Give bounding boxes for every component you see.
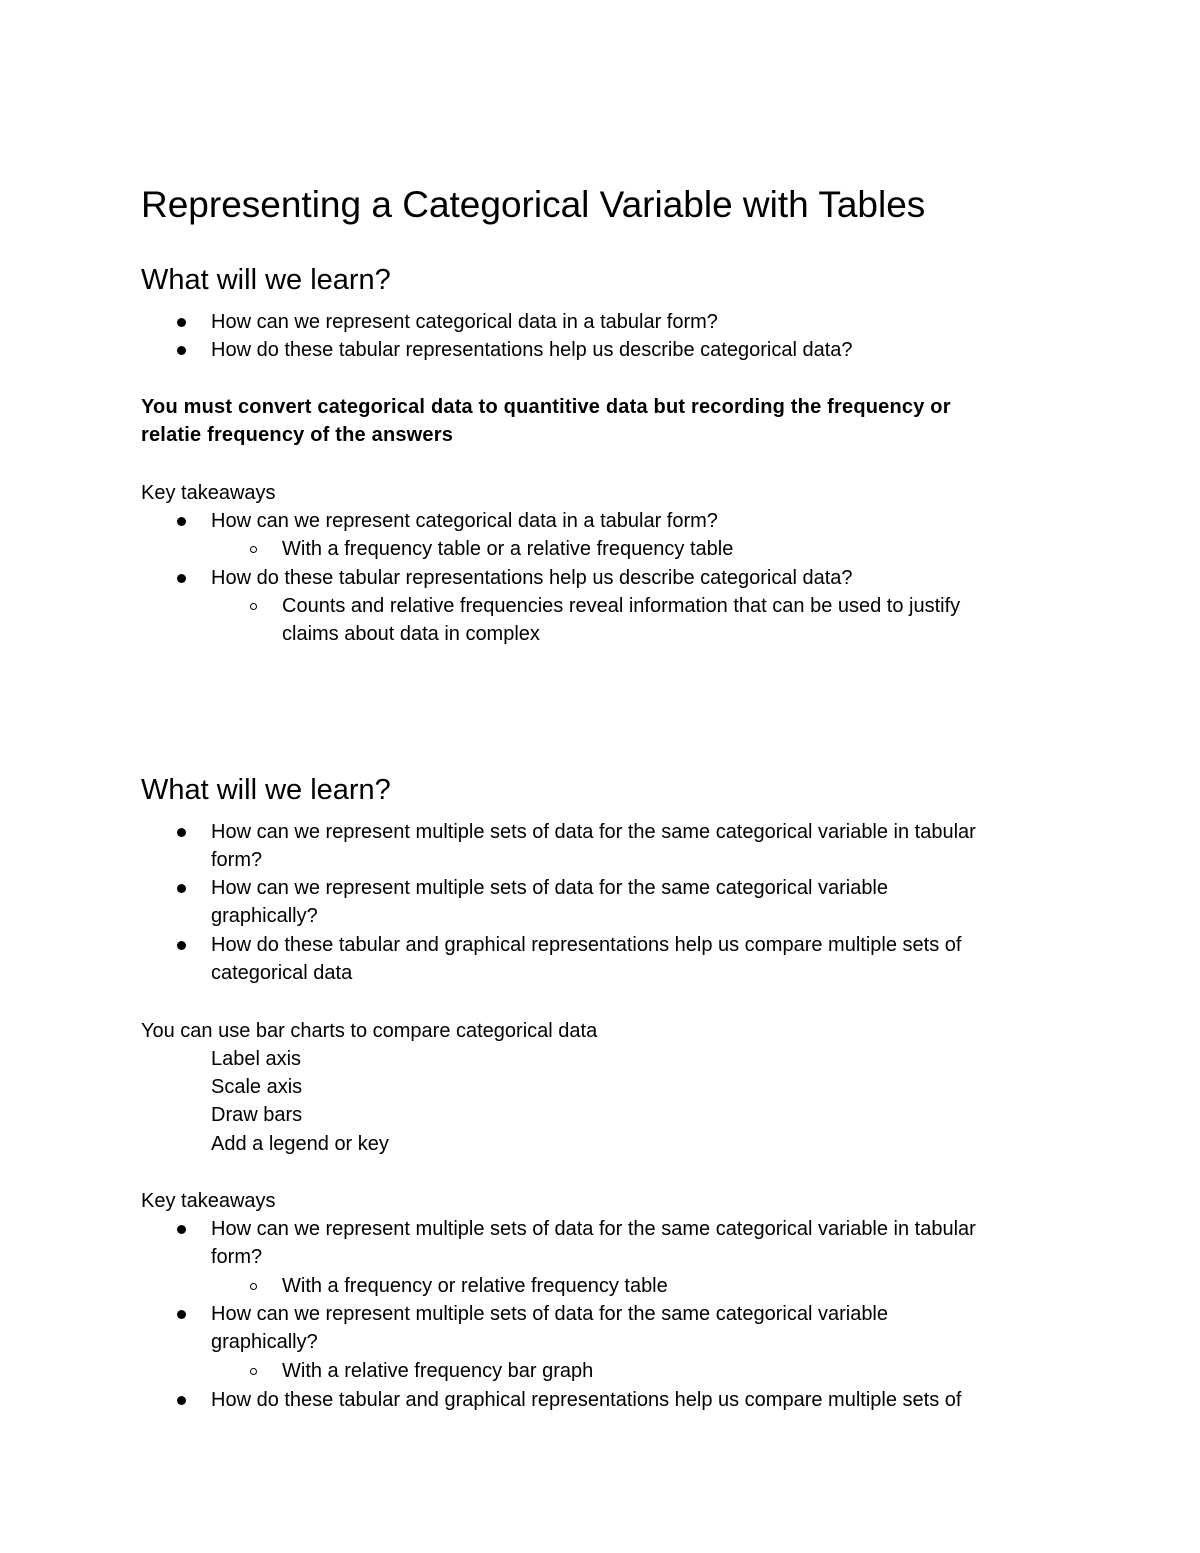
section1-key-subitem-1: With a frequency table or a relative frequency table	[282, 538, 734, 560]
section2-bullet-3-line-2: categorical data	[211, 962, 353, 984]
section2-key-subitem-2: With a relative frequency bar graph	[282, 1360, 594, 1382]
section2-key-item-1-line-2: form?	[211, 1246, 263, 1268]
section1-key-item-2: How do these tabular representations help us describe categorical data?	[211, 567, 853, 589]
section1-key-subitem-2-line-1: Counts and relative frequencies reveal information that can be used to justify	[282, 595, 961, 617]
section1-bullet-2: How do these tabular representations help us describe categorical data?	[211, 339, 853, 361]
sub-bullet-circle	[250, 1283, 257, 1290]
conversion-note-line-1: You must convert categorical data to quantitive data but recording the frequency or	[141, 396, 951, 418]
section2-key-item-2-line-2: graphically?	[211, 1331, 318, 1353]
section2-key-item-3: How do these tabular and graphical representations help us compare multiple sets of	[211, 1389, 962, 1411]
step-add-legend: Add a legend or key	[211, 1133, 389, 1155]
section2-key-item-1-line-1: How can we represent multiple sets of data for the same categorical variable in tabular	[211, 1218, 976, 1240]
bullet-dot	[177, 574, 186, 583]
bullet-dot	[177, 884, 186, 893]
bullet-dot	[177, 517, 186, 526]
bullet-dot	[177, 828, 186, 837]
section1-key-takeaways-label: Key takeaways	[141, 482, 276, 504]
page-title: Representing a Categorical Variable with Tables	[141, 184, 926, 225]
bullet-dot	[177, 1310, 186, 1319]
step-draw-bars: Draw bars	[211, 1104, 303, 1126]
bar-chart-intro: You can use bar charts to compare categorical data	[141, 1020, 598, 1042]
section2-bullet-2-line-2: graphically?	[211, 905, 318, 927]
section2-bullet-1-line-2: form?	[211, 849, 263, 871]
section2-heading: What will we learn?	[141, 774, 391, 806]
section2-bullet-3-line-1: How do these tabular and graphical representations help us compare multiple sets of	[211, 934, 962, 956]
section1-heading: What will we learn?	[141, 264, 391, 296]
step-label-axis: Label axis	[211, 1048, 302, 1070]
sub-bullet-circle	[250, 603, 257, 610]
section2-key-item-2-line-1: How can we represent multiple sets of data for the same categorical variable	[211, 1303, 889, 1325]
bullet-dot	[177, 1396, 186, 1405]
section2-key-subitem-1: With a frequency or relative frequency table	[282, 1275, 668, 1297]
sub-bullet-circle	[250, 1368, 257, 1375]
step-scale-axis: Scale axis	[211, 1076, 303, 1098]
conversion-note-line-2: relatie frequency of the answers	[141, 424, 454, 446]
section2-bullet-1-line-1: How can we represent multiple sets of data for the same categorical variable in tabular	[211, 821, 976, 843]
section1-key-item-1: How can we represent categorical data in a tabular form?	[211, 510, 718, 532]
bullet-dot	[177, 1225, 186, 1234]
section2-key-takeaways-label: Key takeaways	[141, 1190, 276, 1212]
bullet-dot	[177, 318, 186, 327]
bullet-dot	[177, 941, 186, 950]
section2-bullet-2-line-1: How can we represent multiple sets of data for the same categorical variable	[211, 877, 889, 899]
sub-bullet-circle	[250, 546, 257, 553]
section1-bullet-1: How can we represent categorical data in a tabular form?	[211, 311, 718, 333]
section1-key-subitem-2-line-2: claims about data in complex	[282, 623, 540, 645]
bullet-dot	[177, 346, 186, 355]
